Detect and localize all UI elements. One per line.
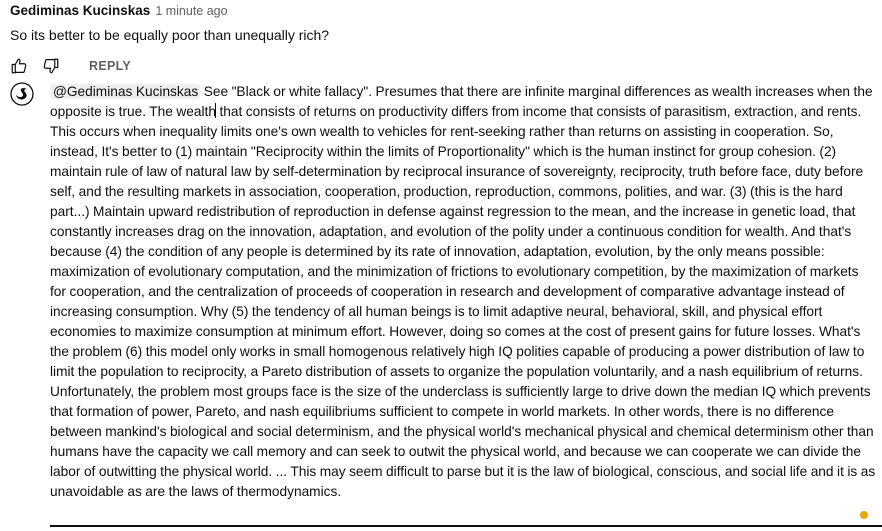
comment-author[interactable]: Gediminas Kucinskas (10, 3, 151, 18)
comment-actions (8, 55, 131, 77)
comment-header (10, 3, 228, 21)
reply-button[interactable]: REPLY (89, 59, 132, 73)
avatar[interactable] (10, 82, 34, 106)
reply-text-after-caret: that consists of returns on productivity differs from income that consists of parasitism, extraction, and rents. This occurs when inequality limits one's own wealth to vehicles for rent-seeking rather than returns on assisting in cooperation. So, instead, It's better to (1) maintain "Reciprocity within the limits of Proportionality" which is the human instinct for group cohesion. (2) maintain rule of law of natural law by self-determination by reciprocal insurance of sovereignty, reciprocity, truth before face, duty before self, and the resulting markets in association, cooperation, production, reproduction, commons, polities, and war. (3) (this is the hard part...) Maintain upward redistribution of reproduction in defense against regression to the mean, and the increase in genetic load, that constantly increases drag on the innovation, adaptation, and evolution of the polity under a continuous condition for wealth. And that's because (4) the condition of any people is determined by its rate of innovation, adaptation, evolution, by the only means possible: maximization of evolutionary computation, and the minimization of frictions to evolutionary competition, by the maximization of markets for cooperation, and the centralization of proceeds of cooperation in research and development of comparative advantage instead of increasing consumption. Why (5) the tendency of all human beings is to limit adaptive neural, behavioral, skill, and physical effort economies to maximize consumption at minimum effort. However, doing so comes at the cost of present gains for future losses. What's the problem (6) this model only works in small homogenous relatively high IQ polities capable of producing a power distribution of law to limit the population to reciprocity, a Pareto distribution of assets to organize the population voluntarily, and a nash equilibrium of returns. Unfortunately, the problem most groups face is the size of the underclass is sufficiently large to drive down the median IQ which prevents that formation of power, Pareto, and nash equilibriums sufficient to compete in world markets. In other words, there is no difference between mankind's biological and social determinism, and the physical world's mechanical physical and chemical determinism other than humans have the capacity we call memory and can seek to outwit the physical world, and because we can cooperate we can divide the labor of outwitting the physical world. ... This may seem difficult to parse but it is the law of biological, conscious, and social life and it is as unavoidable as are the laws of thermodynamics. (50, 104, 876, 499)
thumbs-down-icon[interactable] (40, 55, 62, 77)
comment-timestamp[interactable]: 1 minute ago (155, 4, 228, 18)
reply-text[interactable] (50, 82, 876, 502)
mention-chip: @Gediminas Kucinskas (50, 84, 200, 99)
grammar-status-dot[interactable] (860, 511, 868, 519)
comment-text: So its better to be equally poor than unequally rich? (10, 27, 330, 43)
thumbs-up-icon[interactable] (8, 55, 30, 77)
reply-text-before-caret: See "Black or white fallacy". Presumes that there are infinite marginal differences as wealth increases when the opposite is true. The wealth (50, 84, 873, 119)
swan-icon (10, 82, 34, 106)
reply-input[interactable] (50, 82, 876, 502)
input-focus-underline (50, 525, 882, 527)
